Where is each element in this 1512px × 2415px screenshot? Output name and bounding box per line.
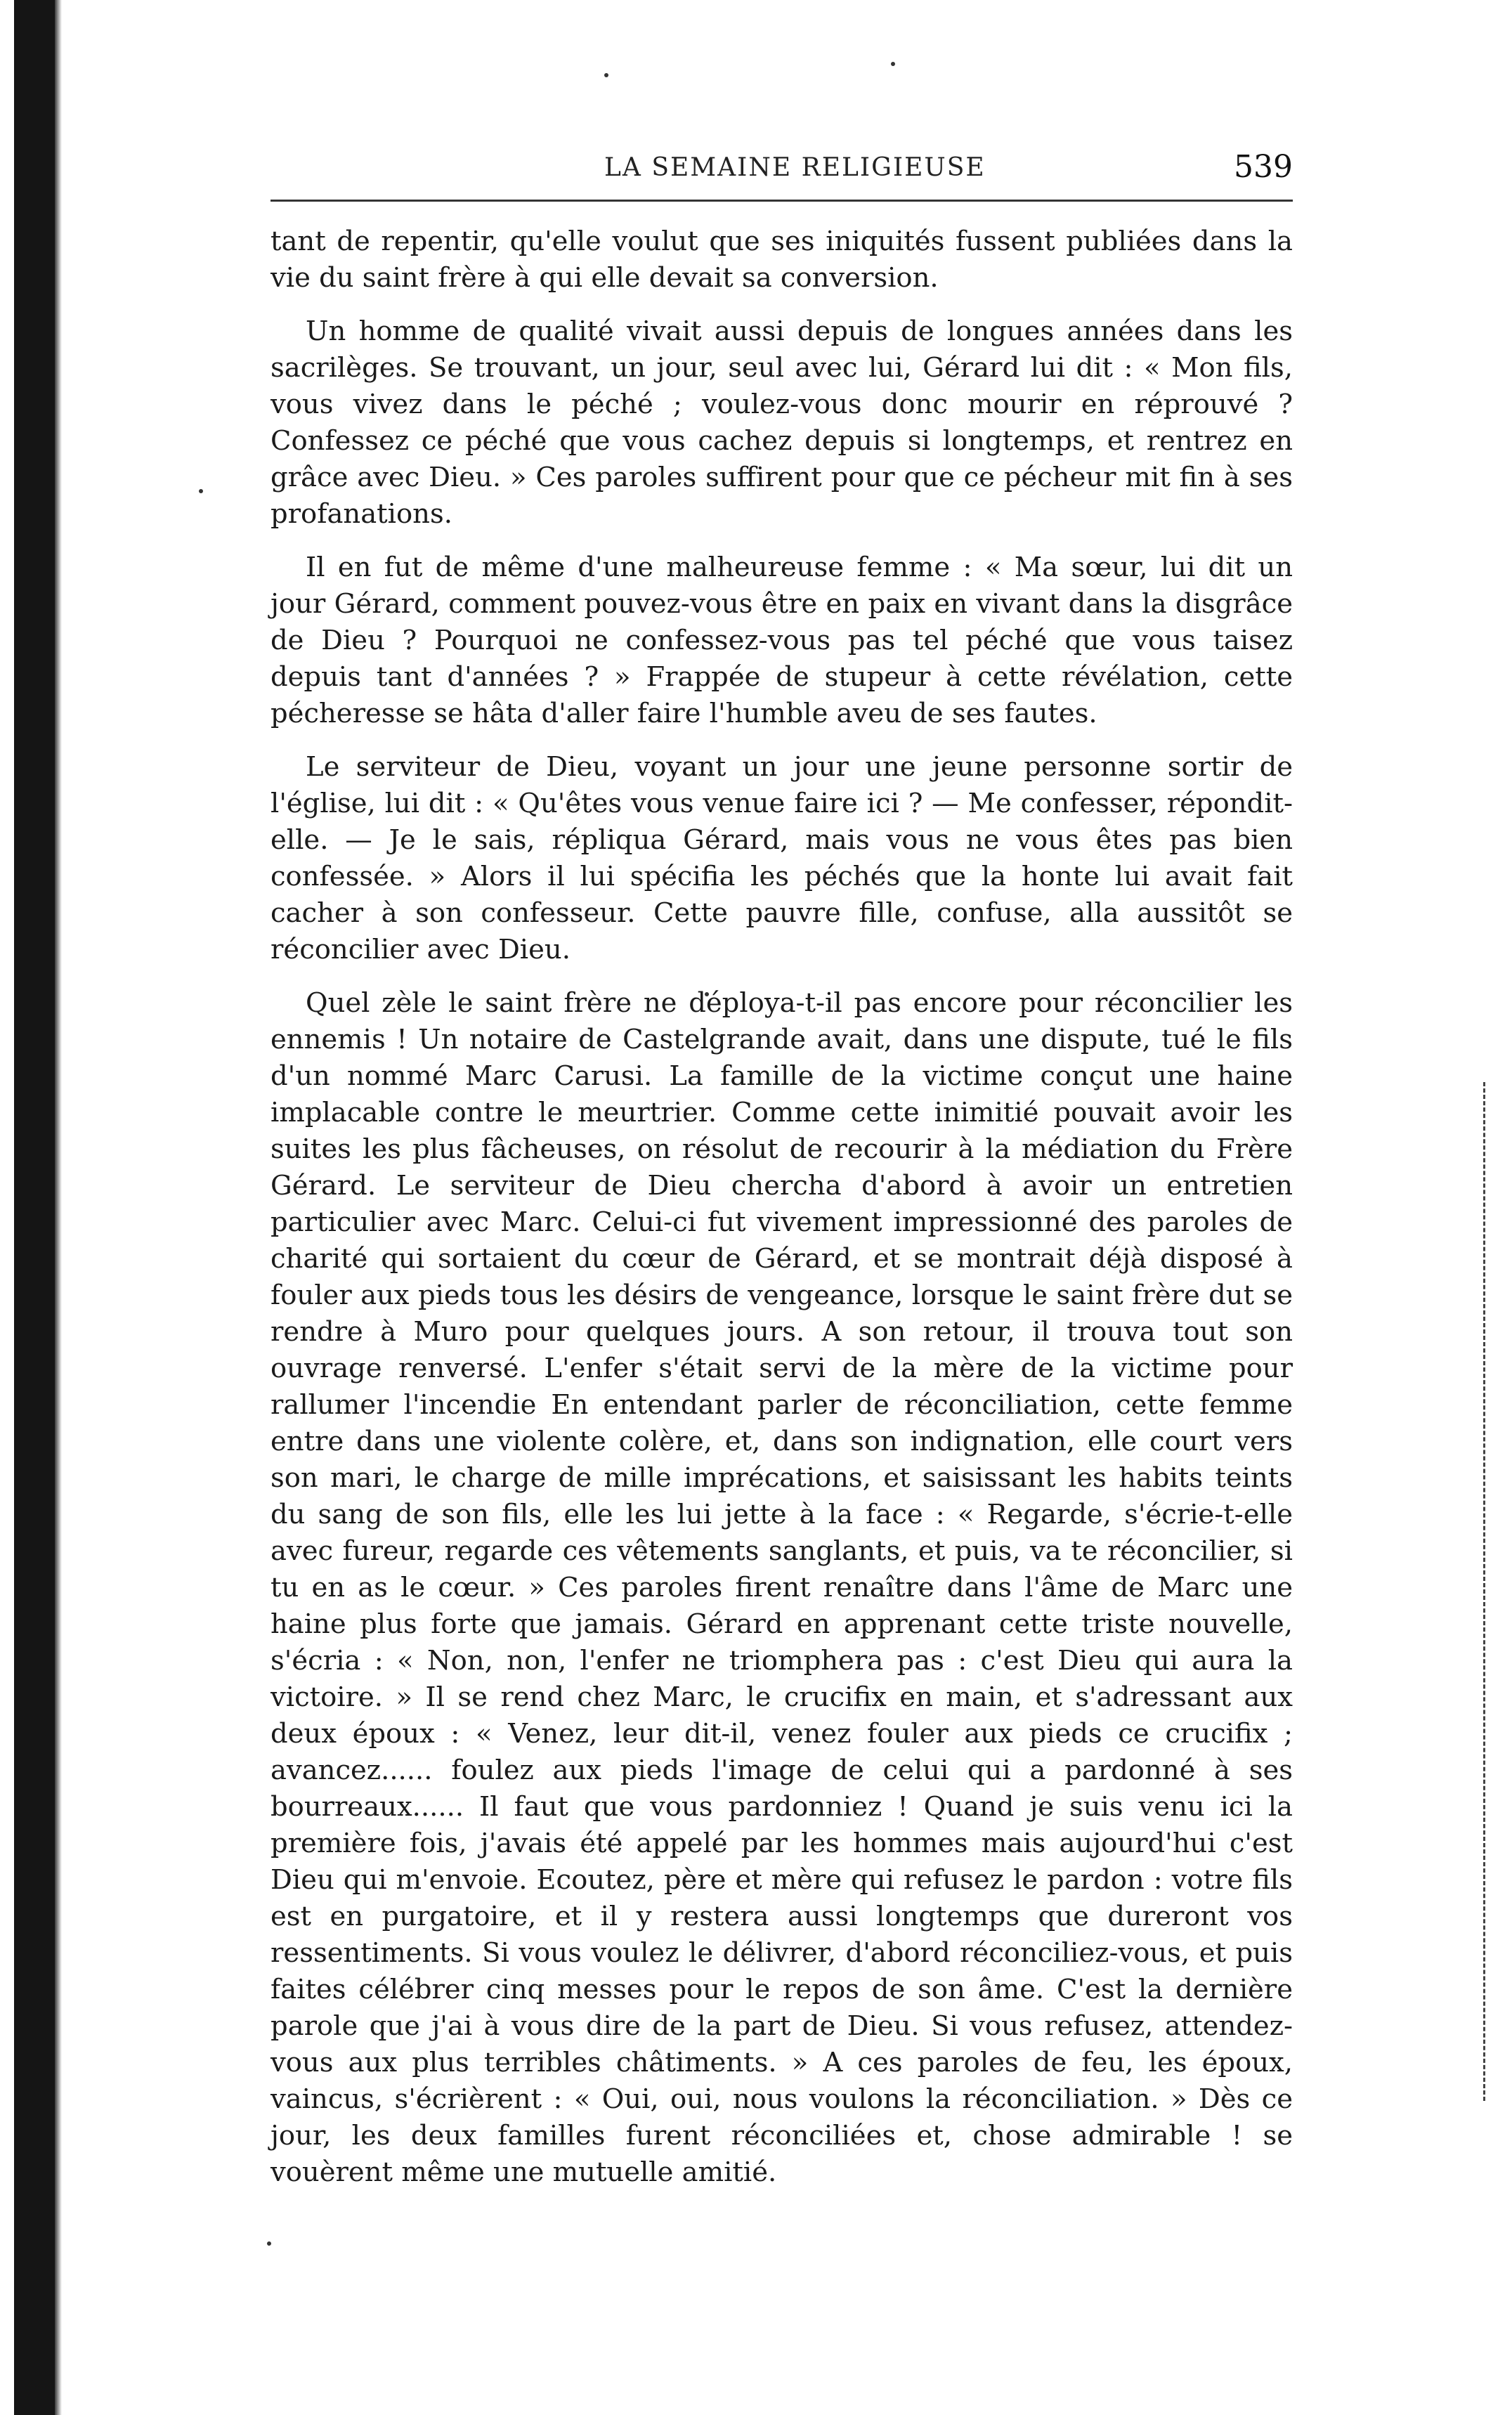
scan-binding-edge	[14, 0, 55, 2415]
body-text	[271, 223, 1293, 2208]
page-number: 539	[1234, 149, 1293, 185]
running-header	[271, 149, 1293, 202]
header-rule	[271, 200, 1293, 202]
paragraph: Un homme de qualité vivait aussi depuis de longues années dans les sacrilèges. Se trouvant, un jour, seul avec lui, Gérard lui dit : « Mon fils, vous vivez dans le péché ; voulez-vous donc mourir en réprouvé ? Confessez ce péché que vous cachez depuis si longtemps, et rentrez en grâce avec Dieu. » Ces paroles suffirent pour que ce pécheur mit fin à ses profanations.	[271, 315, 1293, 530]
scan-right-edge-mark	[1483, 1082, 1488, 2101]
paragraph: tant de repentir, qu'elle voulut que ses iniquités fussent publiées dans la vie du saint frère à qui elle devait sa conversion.	[271, 226, 1293, 294]
scan-speck	[604, 73, 608, 77]
paragraph: Le serviteur de Dieu, voyant un jour une jeune personne sortir de l'église, lui dit : « Qu'êtes vous venue faire ici ? — Me confesser, répondit-elle. — Je le sais, répliqua Gérard, mais vous ne vous êtes pas bien confessée. » Alors il lui spécifia les péchés que la honte lui avait fait cacher à son confesseur. Cette pauvre fille, confuse, alla aussitôt se réconcilier avec Dieu.	[271, 751, 1293, 965]
scan-speck	[891, 62, 895, 66]
paragraph: Il en fut de même d'une malheureuse femme : « Ma sœur, lui dit un jour Gérard, comment pouvez-vous être en paix en vivant dans la disgrâce de Dieu ? Pourquoi ne confessez-vous pas tel péché que vous taisez depuis tant d'années ? » Frappée de stupeur à cette révélation, cette pécheresse se hâta d'aller faire l'humble aveu de ses fautes.	[271, 552, 1293, 729]
scan-speck	[199, 489, 203, 493]
scan-speck	[267, 2241, 271, 2246]
scan-binding-shadow	[55, 0, 62, 2415]
paragraph: Quel zèle le saint frère ne déploya-t-il pas encore pour réconcilier les ennemis ! Un notaire de Castelgrande avait, dans une dispute, tué le fils d'un nommé Marc Carusi. La famille de la victime conçut une haine implacable contre le meurtrier. Comme cette inimitié pouvait avoir les suites les plus fâcheuses, on résolut de recourir à la médiation du Frère Gérard. Le serviteur de Dieu chercha d'abord à avoir un entretien particulier avec Marc. Celui-ci fut vivement impressionné des paroles de charité qui sortaient du cœur de Gérard, et se montrait déjà disposé à fouler aux pieds tous les désirs de vengeance, lorsque le saint frère dut se rendre à Muro pour quelques jours. A son retour, il trouva tout son ouvrage renversé. L'enfer s'était servi de la mère de la victime pour rallumer l'incendie En entendant parler de réconciliation, cette femme entre dans une violente colère, et, dans son indignation, elle court vers son mari, le charge de mille imprécations, et saisissant les habits teints du sang de son fils, elle les lui jette à la face : « Regarde, s'écrie-t-elle avec fureur, regarde ces vêtements sanglants, et puis, va te réconcilier, si tu en as le cœur. » Ces paroles firent renaître dans l'âme de Marc une haine plus forte que jamais. Gérard en apprenant cette triste nouvelle, s'écria : « Non, non, l'enfer ne triomphera pas : c'est Dieu qui aura la victoire. » Il se rend chez Marc, le crucifix en main, et s'adressant aux deux époux : « Venez, leur dit-il, venez fouler aux pieds ce crucifix ; avancez...... foulez aux pieds l'image de celui qui a pardonné à ses bourreaux...... Il faut que vous pardonniez ! Quand je suis venu ici la première fois, j'avais été appelé par les hommes mais aujourd'hui c'est Dieu qui m'envoie. Ecoutez, père et mère qui refusez le pardon : votre fils est en purgatoire, et il y restera aussi longtemps que dureront vos ressentiments. Si vous voulez le délivrer, d'abord réconciliez-vous, et puis faites célébrer cinq messes pour le repos de son âme. C'est la dernière parole que j'ai à vous dire de la part de Dieu. Si vous refusez, attendez-vous aux plus terribles châtiments. » A ces paroles de feu, les époux, vaincus, s'écrièrent : « Oui, oui, nous voulons la réconciliation. » Dès ce jour, les deux familles furent réconciliées et, chose admirable ! se vouèrent même une mutuelle amitié.	[271, 987, 1293, 2188]
running-title: LA SEMAINE RELIGIEUSE	[604, 153, 986, 182]
